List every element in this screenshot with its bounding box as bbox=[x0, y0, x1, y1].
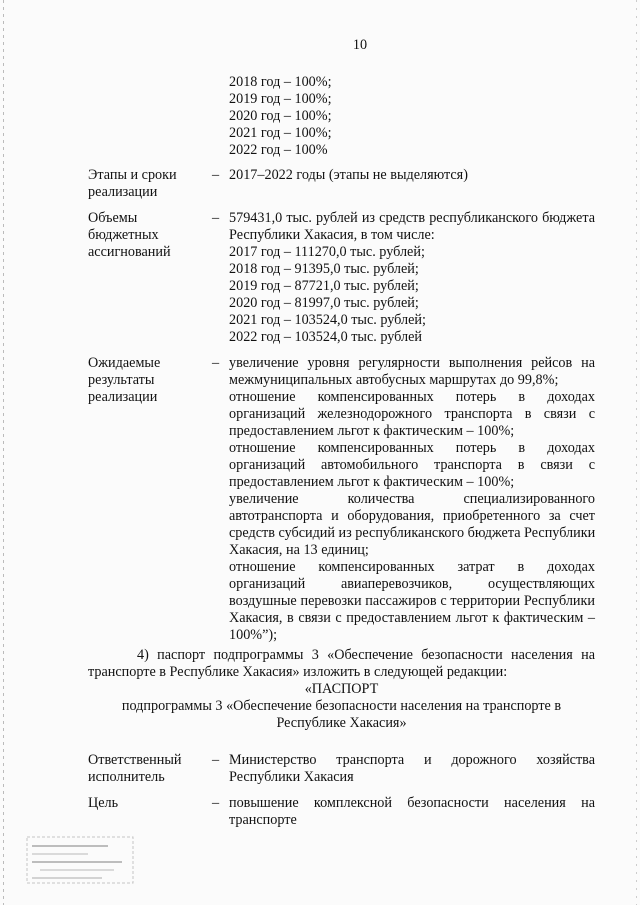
results-line: предоставлением льгот к фактическим – 100%; bbox=[229, 423, 515, 439]
results-line: отношение компенсированных потерь в доходах bbox=[229, 389, 595, 405]
stages-label: Этапы и сроки bbox=[88, 167, 177, 183]
budget-dash: – bbox=[212, 210, 220, 226]
budget-line: Республики Хакасия, в том числе: bbox=[229, 227, 435, 243]
responsible-label: исполнитель bbox=[88, 769, 165, 785]
budget-line: 2020 год – 81997,0 тыс. рублей; bbox=[229, 295, 419, 311]
amendment-paragraph-line: 4) паспорт подпрограммы 3 «Обеспечение безопасности населения на bbox=[137, 647, 595, 663]
year-line: 2019 год – 100%; bbox=[229, 91, 332, 107]
results-line: автотранспорта и оборудования, приобретенного за счет bbox=[229, 508, 595, 524]
results-line: воздушные перевозки пассажиров с территории Республики bbox=[229, 593, 595, 609]
budget-line: 2021 год – 103524,0 тыс. рублей; bbox=[229, 312, 426, 328]
budget-label: ассигнований bbox=[88, 244, 171, 260]
stages-label: реализации bbox=[88, 184, 158, 200]
responsible-line: Республики Хакасия bbox=[229, 769, 354, 785]
results-line: отношение компенсированных затрат в доходах bbox=[229, 559, 595, 575]
budget-label: бюджетных bbox=[88, 227, 159, 243]
results-line: организаций авиаперевозчиков, осуществляющих bbox=[229, 576, 595, 592]
year-line: 2020 год – 100%; bbox=[229, 108, 332, 124]
page-number: 10 bbox=[352, 37, 368, 53]
budget-line: 2019 год – 87721,0 тыс. рублей; bbox=[229, 278, 419, 294]
passport-subtitle: подпрограммы 3 «Обеспечение безопасности населения на транспорте в bbox=[121, 698, 562, 714]
results-label: реализации bbox=[88, 389, 158, 405]
budget-line: 2017 год – 111270,0 тыс. рублей; bbox=[229, 244, 425, 260]
budget-line: 579431,0 тыс. рублей из средств республиканского бюджета bbox=[229, 210, 595, 226]
responsible-line: Министерство транспорта и дорожного хозяйства bbox=[229, 752, 595, 768]
responsible-dash: – bbox=[212, 752, 220, 768]
goal-line: повышение комплексной безопасности населения на bbox=[229, 795, 595, 811]
budget-line: 2022 год – 103524,0 тыс. рублей bbox=[229, 329, 422, 345]
budget-line: 2018 год – 91395,0 тыс. рублей; bbox=[229, 261, 419, 277]
results-line: Хакасия, на 13 единиц; bbox=[229, 542, 369, 558]
page-right-edge bbox=[636, 0, 637, 905]
stamp-image bbox=[26, 836, 134, 884]
results-line: организаций железнодорожного транспорта в связи с bbox=[229, 406, 595, 422]
results-label: результаты bbox=[88, 372, 155, 388]
amendment-paragraph-line: транспорте в Республике Хакасия» изложить в следующей редакции: bbox=[88, 664, 508, 680]
results-line: 100%”); bbox=[229, 627, 278, 643]
results-line: Хакасия, в связи с предоставлением льгот к фактическим – bbox=[229, 610, 595, 626]
stages-value: 2017–2022 годы (этапы не выделяются) bbox=[229, 167, 468, 183]
goal-line: транспорте bbox=[229, 812, 297, 828]
year-line: 2018 год – 100%; bbox=[229, 74, 332, 90]
results-line: межмуниципальных автобусных маршрутах до 99,8%; bbox=[229, 372, 559, 388]
budget-label: Объемы bbox=[88, 210, 138, 226]
results-line: увеличение уровня регулярности выполнения рейсов на bbox=[229, 355, 595, 371]
year-line: 2021 год – 100%; bbox=[229, 125, 332, 141]
results-line: увеличение количества специализированного bbox=[229, 491, 595, 507]
goal-dash: – bbox=[212, 795, 220, 811]
year-line: 2022 год – 100% bbox=[229, 142, 328, 158]
results-line: организаций автомобильного транспорта в связи с bbox=[229, 457, 595, 473]
passport-title: «ПАСПОРТ bbox=[304, 681, 379, 697]
responsible-label: Ответственный bbox=[88, 752, 182, 768]
results-line: отношение компенсированных потерь в доходах bbox=[229, 440, 595, 456]
results-label: Ожидаемые bbox=[88, 355, 161, 371]
results-dash: – bbox=[212, 355, 220, 371]
passport-subtitle: Республике Хакасия» bbox=[276, 715, 407, 731]
stages-dash: – bbox=[212, 167, 220, 183]
results-line: средств субсидий из республиканского бюджета Республики bbox=[229, 525, 596, 541]
goal-label: Цель bbox=[88, 795, 119, 811]
page-left-edge bbox=[3, 0, 4, 905]
results-line: предоставлением льгот к фактическим – 100%; bbox=[229, 474, 515, 490]
